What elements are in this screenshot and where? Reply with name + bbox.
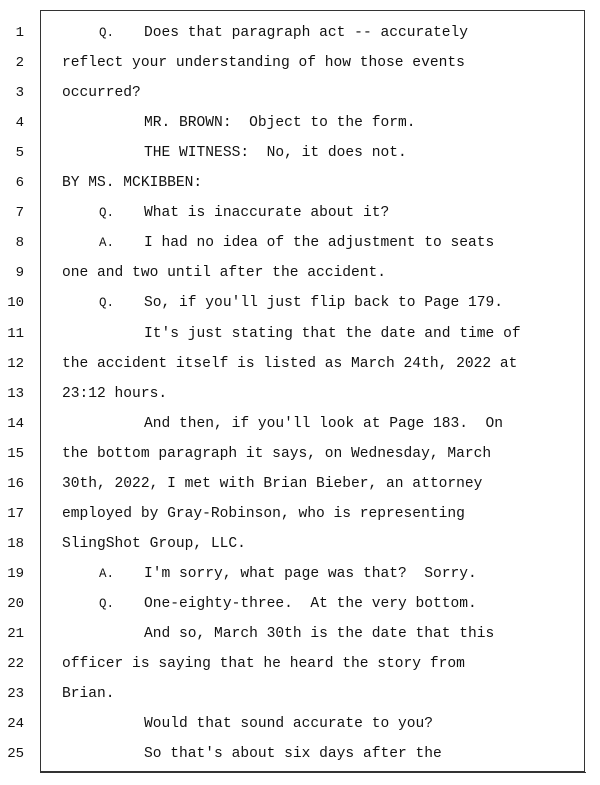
line-number: 25	[7, 746, 24, 763]
transcript-line	[0, 138, 600, 168]
line-body: THE WITNESS: No, it does not.	[144, 145, 407, 162]
transcript-line	[0, 409, 600, 439]
transcript-line	[0, 529, 600, 559]
line-number: 9	[15, 265, 24, 282]
line-text	[144, 138, 407, 168]
line-body: What is inaccurate about it?	[144, 205, 390, 222]
line-text	[99, 228, 494, 258]
transcript-line	[0, 228, 600, 258]
line-number: 12	[7, 355, 24, 372]
line-text	[62, 469, 482, 499]
line-text	[62, 48, 465, 78]
line-text	[99, 288, 503, 318]
line-body: So, if you'll just flip back to Page 179.	[144, 295, 504, 312]
answer-marker: A.	[99, 236, 115, 251]
line-number: 11	[7, 325, 24, 342]
line-body: I'm sorry, what page was that? Sorry.	[144, 565, 477, 582]
line-text	[62, 258, 386, 288]
line-text	[62, 349, 517, 379]
line-text	[62, 78, 141, 108]
line-number: 14	[7, 415, 24, 432]
line-number: 15	[7, 445, 24, 462]
question-marker: Q.	[99, 296, 115, 311]
page-bottom-rule	[40, 772, 586, 773]
line-text	[144, 319, 521, 349]
line-text	[62, 529, 246, 559]
line-number: 16	[7, 475, 24, 492]
transcript-line	[0, 499, 600, 529]
line-body: SlingShot Group, LLC.	[62, 535, 246, 552]
transcript-line	[0, 18, 600, 48]
transcript-line	[0, 258, 600, 288]
line-text	[99, 559, 477, 589]
transcript-line	[0, 379, 600, 409]
line-text	[62, 679, 115, 709]
line-body: It's just stating that the date and time of	[144, 325, 521, 342]
transcript-line	[0, 649, 600, 679]
line-body: 23:12 hours.	[62, 385, 168, 402]
transcript-line	[0, 168, 600, 198]
transcript-line	[0, 469, 600, 499]
line-text	[144, 739, 442, 769]
line-body: So that's about six days after the	[144, 746, 442, 763]
line-number: 20	[7, 595, 24, 612]
line-body: the bottom paragraph it says, on Wednesday, March	[62, 445, 492, 462]
line-body: And so, March 30th is the date that this	[144, 626, 495, 642]
line-body: Does that paragraph act -- accurately	[144, 25, 469, 41]
line-body: I had no idea of the adjustment to seats	[144, 235, 495, 252]
transcript-line	[0, 589, 600, 619]
question-marker: Q.	[99, 596, 115, 611]
line-number: 2	[15, 55, 24, 72]
line-number: 5	[15, 145, 24, 162]
line-body: Would that sound accurate to you?	[144, 716, 434, 733]
line-number: 18	[7, 535, 24, 552]
line-number: 8	[15, 235, 24, 252]
transcript-line	[0, 78, 600, 108]
transcript-line	[0, 739, 600, 769]
line-number: 1	[15, 25, 24, 41]
line-number: 6	[15, 175, 24, 192]
transcript-line	[0, 349, 600, 379]
transcript-line	[0, 619, 600, 649]
line-text	[144, 619, 494, 649]
line-text	[62, 649, 465, 679]
transcript-line	[0, 198, 600, 228]
line-number: 3	[15, 85, 24, 102]
question-marker: Q.	[99, 206, 115, 221]
line-body: Brian.	[62, 686, 115, 703]
line-number: 19	[7, 565, 24, 582]
transcript-line	[0, 439, 600, 469]
line-body: BY MS. MCKIBBEN:	[62, 175, 203, 192]
transcript-line	[0, 709, 600, 739]
line-text	[144, 409, 503, 439]
line-text	[62, 439, 491, 469]
line-text	[99, 198, 389, 228]
line-body: 30th, 2022, I met with Brian Bieber, an attorney	[62, 475, 483, 492]
line-number: 17	[7, 505, 24, 522]
line-body: officer is saying that he heard the story from	[62, 656, 465, 673]
line-body: one and two until after the accident.	[62, 265, 387, 282]
transcript-line	[0, 559, 600, 589]
line-number: 10	[7, 295, 24, 312]
line-number: 4	[15, 115, 24, 132]
line-body: reflect your understanding of how those events	[62, 55, 465, 72]
transcript-line	[0, 288, 600, 318]
line-number: 22	[7, 656, 24, 673]
line-number: 23	[7, 686, 24, 703]
transcript-line	[0, 108, 600, 138]
line-body: the accident itself is listed as March 24th, 2022 at	[62, 355, 518, 372]
line-text	[62, 499, 465, 529]
answer-marker: A.	[99, 566, 115, 581]
line-body: occurred?	[62, 85, 141, 102]
transcript-line	[0, 679, 600, 709]
line-text	[144, 709, 433, 739]
transcript-line	[0, 319, 600, 349]
line-text	[62, 379, 167, 409]
line-number: 13	[7, 385, 24, 402]
line-text	[144, 108, 416, 138]
line-number: 21	[7, 626, 24, 642]
line-body: One-eighty-three. At the very bottom.	[144, 595, 477, 612]
transcript-line	[0, 48, 600, 78]
line-text	[62, 168, 202, 198]
line-body: MR. BROWN: Object to the form.	[144, 115, 416, 132]
line-text	[99, 18, 468, 48]
line-text	[99, 589, 477, 619]
line-number: 24	[7, 716, 24, 733]
question-marker: Q.	[99, 26, 115, 40]
line-body: And then, if you'll look at Page 183. On	[144, 415, 504, 432]
line-body: employed by Gray-Robinson, who is representing	[62, 505, 465, 522]
line-number: 7	[15, 205, 24, 222]
